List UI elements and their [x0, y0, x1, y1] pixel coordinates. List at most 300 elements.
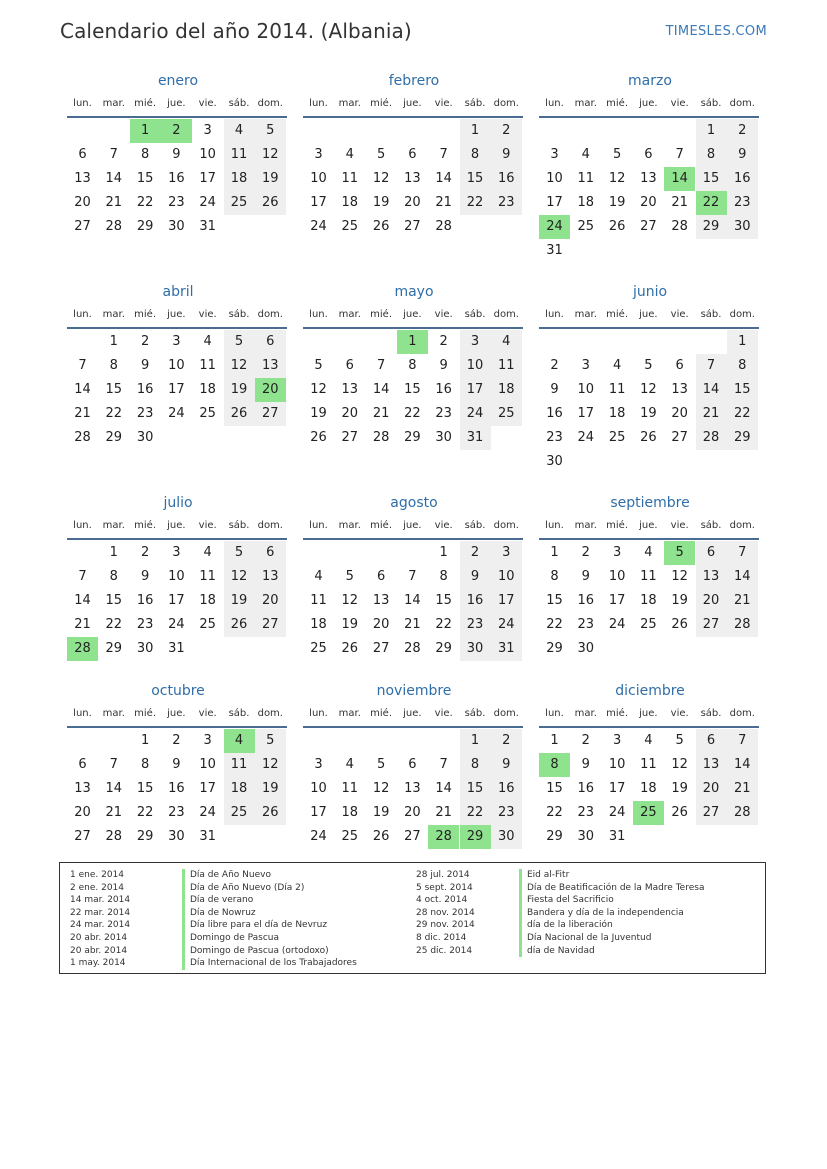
day-cell: 24	[199, 805, 216, 820]
day-cell: 12	[640, 382, 657, 397]
day-cell: 9	[550, 382, 559, 397]
day-cell: 19	[255, 777, 286, 801]
day-cell: 16	[491, 777, 522, 801]
day-cell: 4	[345, 147, 354, 162]
day-cell: 22	[460, 801, 491, 825]
day-cell: 15	[460, 167, 491, 191]
day-cell: 31	[199, 219, 216, 234]
day-cell: 16	[727, 167, 758, 191]
day-cell: 14	[727, 565, 758, 589]
month-name: noviembre	[376, 683, 452, 699]
day-cell: 6	[78, 757, 87, 772]
day-cell: 10	[491, 565, 522, 589]
holiday-date: 28 nov. 2014	[416, 907, 475, 918]
day-cell: 11	[608, 382, 626, 397]
day-cell: 12	[341, 593, 359, 608]
day-cell: 14	[404, 593, 421, 608]
month-diciembre	[539, 683, 761, 883]
month-octubre	[67, 683, 289, 883]
day-cell: 15	[136, 781, 154, 796]
day-cell: 29	[105, 641, 123, 656]
day-cell: 29	[136, 219, 154, 234]
day-cell: 23	[168, 805, 185, 820]
month-name: septiembre	[610, 495, 690, 511]
day-cell: 21	[696, 402, 727, 426]
day-cell: 5	[644, 358, 653, 373]
day-cell: 4	[314, 569, 323, 584]
weekday-label: dom.	[257, 708, 283, 719]
day-cell: 7	[408, 569, 417, 584]
day-cell: 13	[341, 382, 359, 397]
holiday-date: 8 dic. 2014	[416, 932, 467, 943]
holiday-date: 5 sept. 2014	[416, 882, 473, 893]
holiday-name: Día de Año Nuevo (Día 2)	[182, 882, 357, 895]
day-cell: 7	[727, 729, 758, 753]
day-cell: 18	[341, 805, 359, 820]
weekday-label: lun.	[545, 98, 564, 109]
day-cell: 25	[577, 219, 595, 234]
day-cell: 26	[310, 430, 327, 445]
day-cell: 14	[372, 382, 390, 397]
weekday-label: sáb.	[700, 520, 722, 531]
day-cell: 1	[460, 119, 491, 143]
day-cell: 2	[491, 119, 522, 143]
day-cell: 10	[168, 569, 185, 584]
day-cell: 11	[577, 171, 595, 186]
weekday-label: mié.	[370, 520, 393, 531]
day-cell: 3	[314, 147, 323, 162]
day-cell: 24	[310, 219, 327, 234]
weekday-label: vie.	[670, 309, 689, 320]
day-cell: 24	[491, 613, 522, 637]
day-cell: 11	[491, 354, 522, 378]
weekday-label: vie.	[670, 98, 689, 109]
day-cell: 28	[428, 825, 459, 849]
header-rule	[67, 726, 287, 728]
day-cell: 18	[608, 406, 626, 421]
day-cell: 1	[109, 545, 118, 560]
day-cell: 19	[671, 781, 688, 796]
holiday-name: Día de Beatificación de la Madre Teresa	[519, 882, 704, 895]
day-cell: 8	[727, 354, 758, 378]
day-cell: 19	[341, 617, 359, 632]
month-name: mayo	[394, 284, 434, 300]
day-cell: 21	[105, 805, 123, 820]
day-cell: 27	[404, 829, 421, 844]
weekday-label: jue.	[639, 309, 658, 320]
day-cell: 27	[640, 219, 657, 234]
day-cell: 23	[546, 430, 563, 445]
day-cell: 25	[310, 641, 327, 656]
holiday-name: Día de Año Nuevo	[182, 869, 357, 882]
day-cell: 2	[140, 334, 150, 349]
holiday-name: Día Nacional de la Juventud	[519, 932, 704, 945]
day-cell: 26	[671, 805, 688, 820]
weekday-label: jue.	[403, 98, 422, 109]
day-cell: 7	[109, 757, 118, 772]
header-rule	[67, 538, 287, 540]
day-cell: 30	[491, 825, 522, 849]
day-cell: 26	[341, 641, 359, 656]
weekday-label: lun.	[309, 708, 328, 719]
day-cell: 14	[664, 167, 695, 191]
day-cell: 15	[460, 777, 491, 801]
header-rule	[539, 116, 759, 118]
day-cell: 22	[136, 805, 154, 820]
day-cell: 4	[644, 545, 653, 560]
day-cell: 4	[224, 729, 255, 753]
month-name: marzo	[628, 73, 672, 89]
day-cell: 12	[372, 171, 390, 186]
holiday-name: Domingo de Pascua	[182, 932, 357, 945]
day-cell: 26	[255, 801, 286, 825]
month-abril	[67, 284, 289, 484]
day-cell: 30	[435, 430, 452, 445]
weekday-label: mié.	[134, 520, 157, 531]
day-cell: 30	[727, 215, 758, 239]
day-cell: 7	[696, 354, 727, 378]
day-cell: 8	[696, 143, 727, 167]
day-cell: 22	[435, 617, 452, 632]
day-cell: 17	[199, 781, 216, 796]
holiday-date: 29 nov. 2014	[416, 920, 475, 931]
day-cell: 16	[577, 781, 595, 796]
day-cell: 16	[435, 382, 452, 397]
day-cell: 2	[161, 119, 192, 143]
weekday-label: mar.	[338, 520, 361, 531]
day-cell: 12	[224, 354, 255, 378]
day-cell: 21	[404, 617, 421, 632]
day-cell: 18	[199, 382, 216, 397]
day-cell: 20	[341, 406, 359, 421]
day-cell: 17	[460, 378, 491, 402]
day-cell: 8	[408, 358, 417, 373]
day-cell: 24	[460, 402, 491, 426]
weekday-label: lun.	[73, 309, 92, 320]
day-cell: 29	[546, 641, 563, 656]
day-cell: 2	[550, 358, 559, 373]
header-rule	[303, 726, 523, 728]
day-cell: 26	[640, 430, 657, 445]
weekday-label: lun.	[545, 708, 564, 719]
day-cell: 26	[255, 191, 286, 215]
day-cell: 2	[140, 545, 150, 560]
day-cell: 5	[224, 330, 255, 354]
day-cell: 28	[671, 219, 688, 234]
weekday-label: dom.	[493, 520, 519, 531]
day-cell: 21	[372, 406, 390, 421]
weekday-label: dom.	[729, 98, 755, 109]
weekday-label: lun.	[545, 520, 564, 531]
day-cell: 1	[550, 545, 559, 560]
day-cell: 30	[136, 430, 154, 445]
month-mayo	[303, 284, 525, 484]
day-cell: 15	[696, 167, 727, 191]
holiday-dates-column-1	[70, 869, 130, 970]
day-cell: 20	[372, 617, 390, 632]
day-cell: 19	[372, 805, 390, 820]
holiday-name: Día libre para el día de Nevruz	[182, 919, 357, 932]
day-cell: 18	[491, 378, 522, 402]
day-cell: 6	[255, 541, 286, 565]
day-cell: 28	[372, 430, 390, 445]
day-cell: 9	[491, 753, 522, 777]
weekday-label: mar.	[574, 520, 597, 531]
day-cell: 18	[640, 781, 657, 796]
day-cell: 23	[577, 805, 595, 820]
day-cell: 15	[546, 781, 563, 796]
day-cell: 17	[168, 593, 185, 608]
month-name: enero	[157, 73, 199, 89]
day-cell: 29	[696, 215, 727, 239]
day-cell: 17	[310, 805, 327, 820]
day-cell: 20	[255, 378, 286, 402]
day-cell: 20	[255, 589, 286, 613]
day-cell: 9	[491, 143, 522, 167]
day-cell: 10	[608, 569, 626, 584]
holiday-date: 2 ene. 2014	[70, 882, 124, 893]
day-cell: 1	[130, 119, 161, 143]
day-cell: 13	[255, 565, 286, 589]
weekday-label: mié.	[134, 708, 157, 719]
day-cell: 24	[577, 430, 595, 445]
day-cell: 18	[640, 593, 657, 608]
day-cell: 20	[671, 406, 688, 421]
day-cell: 19	[224, 378, 255, 402]
day-cell: 22	[136, 195, 154, 210]
day-cell: 3	[612, 545, 622, 560]
weekday-label: vie.	[434, 520, 453, 531]
day-cell: 1	[727, 330, 758, 354]
day-cell: 30	[136, 641, 154, 656]
day-cell: 27	[404, 219, 421, 234]
weekday-label: mar.	[574, 98, 597, 109]
weekday-label: vie.	[434, 309, 453, 320]
day-cell: 27	[255, 402, 286, 426]
weekday-label: sáb.	[228, 309, 250, 320]
day-cell: 1	[439, 545, 448, 560]
day-cell: 2	[172, 733, 181, 748]
weekday-label: sáb.	[700, 98, 722, 109]
holiday-date: 24 mar. 2014	[70, 920, 131, 931]
day-cell: 30	[546, 454, 563, 469]
day-cell: 9	[581, 569, 590, 584]
day-cell: 24	[168, 406, 185, 421]
day-cell: 3	[460, 330, 491, 354]
day-cell: 9	[439, 358, 448, 373]
day-cell: 31	[168, 641, 185, 656]
day-cell: 27	[696, 801, 727, 825]
weekday-label: dom.	[493, 98, 519, 109]
holiday-name: Eid al-Fitr	[519, 869, 704, 882]
weekday-label: mié.	[370, 708, 393, 719]
day-cell: 28	[67, 637, 98, 661]
day-cell: 21	[435, 195, 452, 210]
day-cell: 28	[74, 430, 91, 445]
holiday-name: Día de verano	[182, 894, 357, 907]
day-cell: 19	[608, 195, 626, 210]
day-cell: 26	[372, 829, 390, 844]
weekday-label: dom.	[257, 98, 283, 109]
day-cell: 1	[109, 334, 118, 349]
day-cell: 10	[460, 354, 491, 378]
day-cell: 12	[671, 757, 688, 772]
month-agosto	[303, 495, 525, 695]
header-rule	[67, 116, 287, 118]
month-name: diciembre	[615, 683, 685, 699]
day-cell: 9	[172, 147, 181, 162]
day-cell: 14	[74, 593, 91, 608]
day-cell: 13	[696, 565, 727, 589]
day-cell: 22	[696, 191, 727, 215]
day-cell: 28	[105, 829, 123, 844]
weekday-label: mar.	[338, 98, 361, 109]
day-cell: 19	[224, 589, 255, 613]
weekday-label: sáb.	[228, 98, 250, 109]
brand-logo-text[interactable]: TIMESLES.COM	[665, 24, 767, 39]
day-cell: 8	[550, 569, 559, 584]
weekday-label: lun.	[73, 708, 92, 719]
day-cell: 25	[491, 402, 522, 426]
holiday-name: Día Internacional de los Trabajadores	[182, 957, 357, 970]
day-cell: 29	[136, 829, 154, 844]
day-cell: 24	[199, 195, 216, 210]
holiday-name: día de Navidad	[519, 945, 704, 958]
weekday-label: sáb.	[228, 520, 250, 531]
day-cell: 17	[577, 406, 595, 421]
weekday-label: mar.	[338, 309, 361, 320]
day-cell: 27	[74, 219, 91, 234]
day-cell: 10	[199, 757, 216, 772]
day-cell: 10	[168, 358, 185, 373]
day-cell: 6	[408, 147, 417, 162]
day-cell: 4	[203, 545, 212, 560]
day-cell: 4	[612, 358, 622, 373]
day-cell: 12	[310, 382, 327, 397]
day-cell: 23	[136, 617, 154, 632]
day-cell: 6	[255, 330, 286, 354]
day-cell: 5	[255, 729, 286, 753]
day-cell: 1	[696, 119, 727, 143]
day-cell: 30	[168, 829, 185, 844]
month-septiembre	[539, 495, 761, 695]
day-cell: 1	[140, 733, 150, 748]
day-cell: 23	[491, 801, 522, 825]
day-cell: 5	[376, 757, 386, 772]
day-cell: 23	[727, 191, 758, 215]
day-cell: 10	[310, 171, 327, 186]
weekday-label: jue.	[403, 708, 422, 719]
day-cell: 8	[140, 757, 150, 772]
day-cell: 11	[224, 753, 255, 777]
day-cell: 27	[671, 430, 688, 445]
day-cell: 16	[577, 593, 595, 608]
holiday-name: Fiesta del Sacrificio	[519, 894, 704, 907]
day-cell: 7	[109, 147, 118, 162]
weekday-label: lun.	[309, 520, 328, 531]
month-name: octubre	[151, 683, 205, 699]
weekday-label: jue.	[639, 520, 658, 531]
weekday-label: vie.	[198, 520, 217, 531]
weekday-label: lun.	[73, 98, 92, 109]
day-cell: 16	[546, 406, 563, 421]
day-cell: 19	[372, 195, 390, 210]
weekday-label: mié.	[606, 520, 629, 531]
day-cell: 25	[224, 801, 255, 825]
day-cell: 23	[577, 617, 595, 632]
day-cell: 6	[696, 729, 727, 753]
day-cell: 27	[341, 430, 359, 445]
month-junio	[539, 284, 761, 484]
day-cell: 27	[255, 613, 286, 637]
weekday-label: mar.	[102, 520, 125, 531]
weekday-label: vie.	[670, 520, 689, 531]
day-cell: 24	[168, 617, 185, 632]
day-cell: 7	[439, 757, 448, 772]
day-cell: 26	[608, 219, 626, 234]
day-cell: 17	[199, 171, 216, 186]
day-cell: 21	[727, 589, 758, 613]
holiday-name: Día de Nowruz	[182, 907, 357, 920]
day-cell: 20	[696, 777, 727, 801]
weekday-label: mar.	[574, 708, 597, 719]
header-rule	[539, 726, 759, 728]
header-rule	[67, 327, 287, 329]
day-cell: 16	[491, 167, 522, 191]
holiday-name: Domingo de Pascua (ortodoxo)	[182, 945, 357, 958]
day-cell: 6	[78, 147, 87, 162]
day-cell: 21	[74, 617, 91, 632]
header-rule	[303, 327, 523, 329]
day-cell: 2	[581, 545, 590, 560]
weekday-label: sáb.	[464, 708, 486, 719]
day-cell: 13	[696, 753, 727, 777]
day-cell: 21	[105, 195, 123, 210]
header-rule	[539, 327, 759, 329]
day-cell: 21	[727, 777, 758, 801]
day-cell: 3	[581, 358, 590, 373]
day-cell: 9	[140, 358, 150, 373]
weekday-label: dom.	[257, 520, 283, 531]
day-cell: 10	[310, 781, 327, 796]
day-cell: 18	[310, 617, 327, 632]
day-cell: 31	[546, 243, 563, 258]
weekday-label: dom.	[493, 309, 519, 320]
day-cell: 8	[460, 143, 491, 167]
day-cell: 29	[435, 641, 452, 656]
weekday-label: jue.	[639, 98, 658, 109]
day-cell: 4	[491, 330, 522, 354]
day-cell: 17	[546, 195, 563, 210]
day-cell: 23	[168, 195, 185, 210]
day-cell: 30	[577, 829, 595, 844]
holiday-name: Bandera y día de la independencia	[519, 907, 704, 920]
day-cell: 30	[168, 219, 185, 234]
day-cell: 7	[78, 569, 87, 584]
weekday-label: mar.	[338, 708, 361, 719]
day-cell: 18	[199, 593, 216, 608]
day-cell: 19	[310, 406, 327, 421]
holiday-date: 1 may. 2014	[70, 958, 126, 969]
day-cell: 29	[727, 426, 758, 450]
weekday-label: mié.	[606, 98, 629, 109]
day-cell: 3	[550, 147, 559, 162]
day-cell: 10	[577, 382, 595, 397]
day-cell: 20	[696, 589, 727, 613]
day-cell: 8	[109, 569, 118, 584]
weekday-label: lun.	[73, 520, 92, 531]
day-cell: 15	[435, 593, 452, 608]
